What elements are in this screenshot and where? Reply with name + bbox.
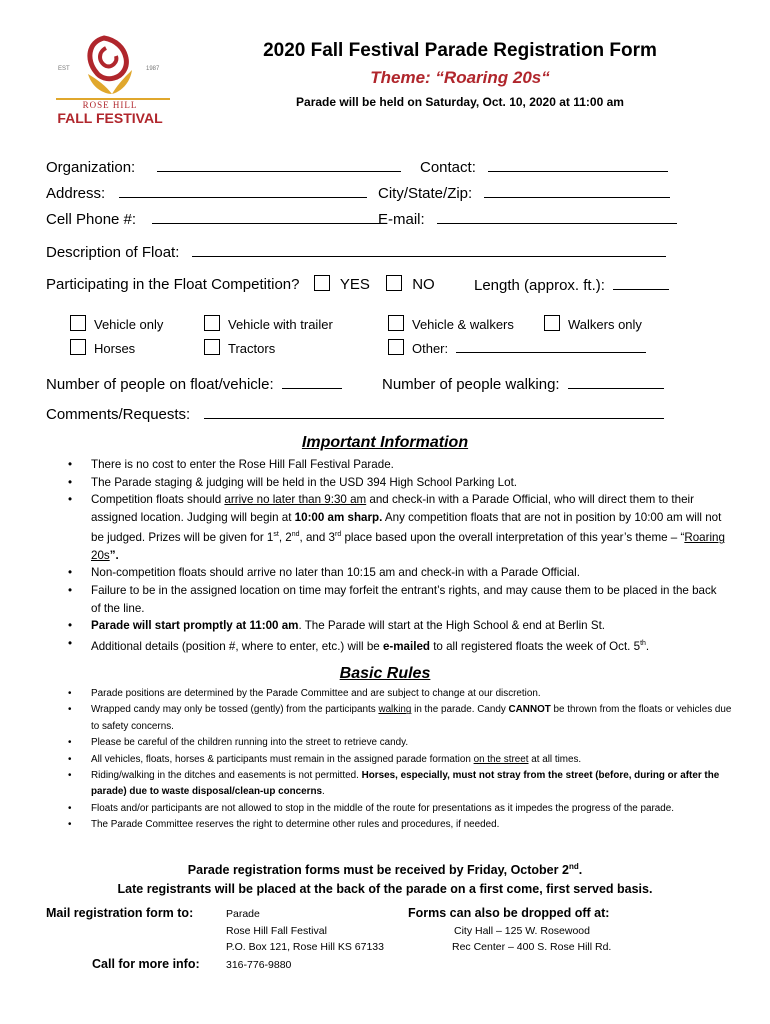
comments-field [46, 404, 664, 423]
city-line[interactable] [484, 183, 670, 198]
list-item: • The Parade Committee reserves the right to determine other rules and procedures, if needed. [46, 817, 736, 833]
walkers-only-checkbox[interactable] [544, 315, 560, 331]
rules-heading: Basic Rules [339, 665, 431, 682]
drop-off-city-hall: City Hall – 125 W. Rosewood [454, 925, 590, 937]
logo-town: ROSE HILL [82, 100, 138, 110]
rose-hill-fall-festival-logo [48, 30, 178, 130]
list-item: • Additional details (position #, where to enter, etc.) will be e-mailed to all registered floats the week of Oct. 5th. [46, 635, 726, 655]
description-label: Description of Float: [46, 244, 180, 261]
theme-line: Theme: “Roaring 20s“ [370, 68, 550, 87]
mail-line-2: Rose Hill Fall Festival [226, 925, 327, 937]
competition-field [46, 275, 435, 293]
people-walking-line[interactable] [568, 374, 664, 389]
other-line[interactable] [456, 340, 646, 353]
vehicle-trailer-option[interactable] [204, 315, 333, 332]
walkers-only-label: Walkers only [568, 317, 642, 332]
address-line[interactable] [119, 183, 367, 198]
parade-date: Parade will be held on Saturday, Oct. 10, 2020 at 11:00 am [296, 95, 624, 109]
comments-line[interactable] [204, 404, 664, 419]
drop-off-rec-center: Rec Center – 400 S. Rose Hill Rd. [452, 941, 612, 953]
list-item: • Wrapped candy may only be tossed (gently) from the participants walking in the parade. Candy CANNOT be thrown from the floats or vehicles due to safety concerns. [46, 702, 736, 735]
contact-label: Contact: [420, 159, 476, 176]
people-float-label: Number of people on float/vehicle: [46, 376, 274, 393]
tractors-checkbox[interactable] [204, 339, 220, 355]
phone-field [46, 209, 382, 228]
deadline-text: Parade registration forms must be received by Friday, October 2nd. [187, 862, 583, 878]
people-walking-field [382, 374, 664, 393]
city-label: City/State/Zip: [378, 185, 473, 202]
mail-line-1: Parade [226, 908, 260, 920]
address-field [46, 183, 367, 202]
late-registrants-text: Late registrants will be placed at the back of the parade on a first come, first served basis. [117, 882, 653, 896]
list-item: • Failure to be in the assigned location on time may forfeit the entrant’s rights, and may cause them to be placed in the back of the line. [46, 582, 726, 617]
competition-label: Participating in the Float Competition? [46, 276, 300, 293]
phone-line[interactable] [152, 209, 382, 224]
horses-option[interactable] [70, 339, 135, 356]
logo-event: FALL FESTIVAL [57, 110, 163, 126]
list-item: • Non-competition floats should arrive no later than 10:15 am and check-in with a Parade Official. [46, 564, 726, 582]
mail-line-3: P.O. Box 121, Rose Hill KS 67133 [226, 941, 384, 953]
competition-no-checkbox[interactable] [386, 275, 402, 291]
vehicle-only-option[interactable] [70, 315, 163, 332]
important-heading: Important Information [301, 434, 469, 451]
email-line[interactable] [437, 209, 677, 224]
other-option[interactable] [388, 339, 646, 356]
list-item: • Floats and/or participants are not allowed to stop in the middle of the route for presentations as it impedes the progress of the parade. [46, 801, 736, 817]
logo-est-right: 1987 [146, 66, 160, 72]
vehicle-walkers-label: Vehicle & walkers [412, 317, 514, 332]
organization-label: Organization: [46, 159, 136, 176]
address-label: Address: [46, 185, 106, 202]
email-label: E-mail: [378, 211, 425, 228]
description-field [46, 242, 666, 261]
tractors-option[interactable] [204, 339, 275, 356]
people-float-line[interactable] [282, 374, 342, 389]
vehicle-only-label: Vehicle only [94, 317, 164, 332]
horses-checkbox[interactable] [70, 339, 86, 355]
horses-label: Horses [94, 341, 136, 356]
vehicle-only-checkbox[interactable] [70, 315, 86, 331]
contact-line[interactable] [488, 157, 668, 172]
city-field [378, 183, 670, 202]
drop-off-label: Forms can also be dropped off at: [408, 906, 610, 920]
list-item: • Please be careful of the children running into the street to retrieve candy. [46, 735, 736, 751]
length-line[interactable] [613, 275, 669, 290]
vehicle-trailer-checkbox[interactable] [204, 315, 220, 331]
mail-label: Mail registration form to: [46, 906, 194, 920]
page-title: 2020 Fall Festival Parade Registration Form [263, 40, 657, 61]
list-item: • Riding/walking in the ditches and easements is not permitted. Horses, especially, must not stray from the street (before, during or after the parade) due to waste disposal/clean-up concerns. [46, 768, 736, 801]
yes-label: YES [339, 276, 370, 293]
list-item: • All vehicles, floats, horses & participants must remain in the assigned parade formation on the street at all times. [46, 752, 736, 768]
other-checkbox[interactable] [388, 339, 404, 355]
list-item: • Competition floats should arrive no later than 9:30 am and check-in with a Parade Official, who will direct them to their assigned location. Judging will begin at 10:00 am sharp. Any competition floats that are not in position by 10:00 am will not be judged. Prizes will be given for 1st, 2nd, and 3rd place based upon the overall interpretation of this year’s theme – “Roaring 20s”. [46, 491, 726, 564]
contact-field [420, 157, 668, 176]
call-label: Call for more info: [92, 957, 200, 971]
length-label: Length (approx. ft.): [474, 277, 605, 294]
rules-list [46, 686, 736, 834]
tractors-label: Tractors [228, 341, 276, 356]
vehicle-walkers-checkbox[interactable] [388, 315, 404, 331]
comments-label: Comments/Requests: [46, 406, 191, 423]
no-label: NO [412, 276, 435, 293]
important-list [46, 456, 726, 655]
people-walking-label: Number of people walking: [382, 376, 560, 393]
vehicle-trailer-label: Vehicle with trailer [228, 317, 333, 332]
competition-yes-checkbox[interactable] [314, 275, 330, 291]
logo-est-left: EST [58, 66, 70, 72]
email-field [378, 209, 677, 228]
phone-label: Cell Phone #: [46, 211, 137, 228]
description-line[interactable] [192, 242, 666, 257]
list-item: • The Parade staging & judging will be held in the USD 394 High School Parking Lot. [46, 474, 726, 492]
other-label: Other: [412, 341, 449, 356]
list-item: • Parade positions are determined by the Parade Committee and are subject to change at our discretion. [46, 686, 736, 702]
walkers-only-option[interactable] [544, 315, 642, 332]
list-item: • Parade will start promptly at 11:00 am. The Parade will start at the High School & end at Berlin St. [46, 617, 726, 635]
list-item: • There is no cost to enter the Rose Hill Fall Festival Parade. [46, 456, 726, 474]
organization-line[interactable] [157, 157, 401, 172]
length-field [474, 275, 669, 294]
contact-phone: 316-776-9880 [226, 959, 292, 971]
vehicle-walkers-option[interactable] [388, 315, 514, 332]
organization-field [46, 157, 401, 176]
people-float-field [46, 374, 342, 393]
